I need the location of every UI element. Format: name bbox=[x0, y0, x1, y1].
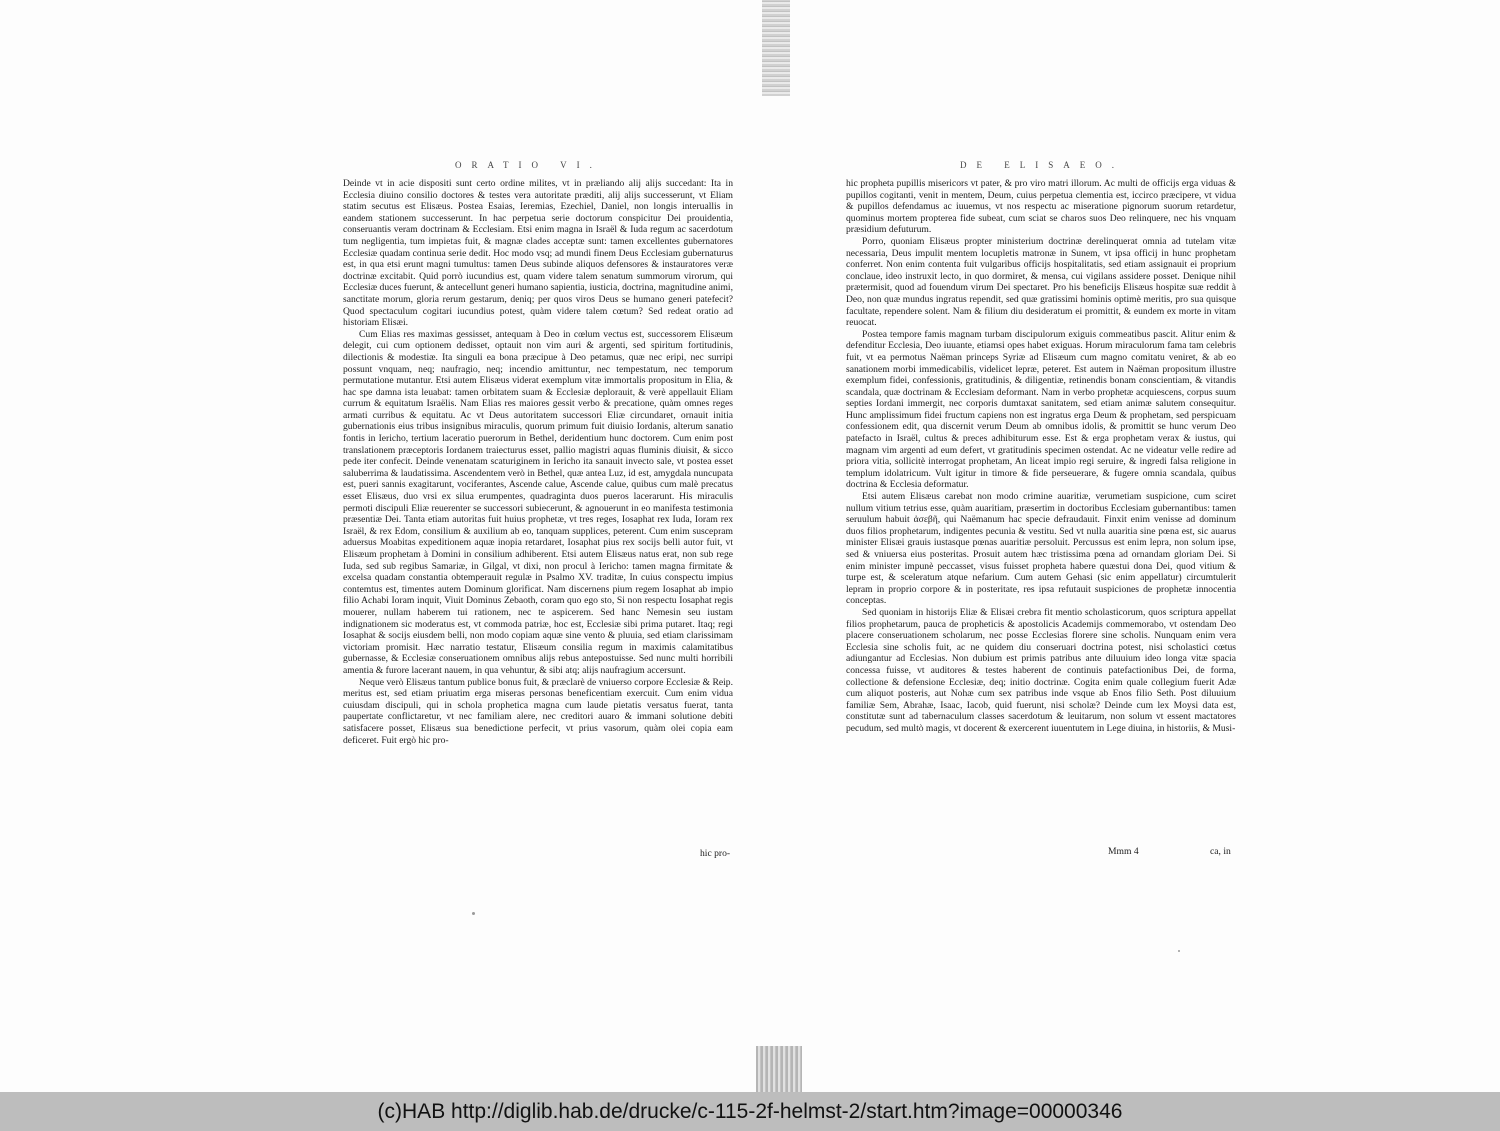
paragraph: Neque verò Elisæus tantum publice bonus fuit, & præclarè de vniuerso corpore Ecclesiæ & Reip. meritus est, sed etiam priuatim erga miseras personas beneficentiam exercuit. Cum enim vidua cuiusdam discipuli, qui in schola prophetica magna cum laude pietatis versatus fuerat, tanta paupertate conflictaretur, vt nec familiam alere, nec creditori auaro & immani solutione debiti satisfacere posset, Elisæus sua benedictione perfecit, vt prius vasorum, quàm olei copia eam deficeret. Fuit ergò hic pro- bbox=[343, 676, 733, 746]
scan-speck bbox=[472, 912, 475, 915]
paragraph: Postea tempore famis magnam turbam discipulorum exiguis commeatibus pascit. Alitur enim & defenditur Ecclesia, Deo iuuante, etiamsi opes habet exiguas. Horum miraculorum fama tam celebris fuit, vt ea permotus Naëman princeps Syriæ ad Elisæum cum magno comitatu veniret, & ab eo sanationem morbi immedicabilis, videlicet lepræ, peteret. Est autem in Naëman propositum illustre exemplum fidei, confessionis, gratitudinis, & diligentiæ, retinendis bonam conscientiam, & vitandis scandala, quæ doctrinam & Ecclesiam deformant. Nam in verbo prophetæ acquiescens, corpus suum septies Iordani immergit, nec corporis dumtaxat sanitatem, sed etiam animæ salutem consequitur. Hunc amplissimum fidei fructum capiens non est ingratus erga Deum & prophetam, sed perspicuam confessionem edit, qua discernit verum Deum ab omnibus idolis, & promittit se hunc verum Deo patefacto in Israël, cultus & preces adhibiturum esse. Est & erga prophetam verax & iustus, qui magnam vim argenti ad eum defert, vt gratitudinis specimen ostendat. Ac ne videatur velle redire ad priora vitia, sollicitè interrogat prophetam, An liceat impio regi seruire, & ingredi falsa religione in templum idolatricum. Vult igitur in timore & fide perseuerare, & fugere omnia scandala, quibus doctrina & Ecclesia deformatur. bbox=[846, 328, 1236, 491]
left-page-text bbox=[343, 178, 733, 746]
gutter-binding-bottom bbox=[756, 1046, 802, 1092]
gutter-binding-top bbox=[762, 0, 790, 96]
paragraph: Sed quoniam in historijs Eliæ & Elisæi crebra fit mentio scholasticorum, quos scriptura appellat filios prophetarum, pauca de propheticis & apostolicis Academijs commemorabo, vt ostendam Deo placere conseruationem scholarum, nec posse Ecclesias florere sine scholis. Nunquam enim vera Ecclesia sine scholis fuit, ac ne quidem diu conseruari doctrina potest, nisi scholastici cœtus adiungantur ad Ecclesias. Non dubium est primis patribus ante diluuium ideo longa vitæ spacia concessa fuisse, vt auditores & testes haberent de continuis patefactionibus Dei, de forma, collectione & defensione Ecclesiæ, deq; initio doctrinæ. Cogita enim quale collegium fuerit Adæ cum aliquot posteris, aut Nohæ cum sex patribus inde vsque ab Enos filio Seth. Post diluuium familiæ Sem, Abrahæ, Isaac, Iacob, quid fuerunt, nisi scholæ? Deinde cum lex Moysi data est, constitutæ sunt ad tabernaculum classes sacerdotum & leuitarum, non solum vt essent mactatores pecudum, sed multò magis, vt docerent & exercerent iuuentutem in Lege diuina, in historiis, & Musi- bbox=[846, 606, 1236, 734]
running-head-right: DE ELISAEO. bbox=[960, 160, 1124, 170]
right-page-text bbox=[846, 178, 1236, 735]
paragraph: Etsi autem Elisæus carebat non modo crimine auaritiæ, verumetiam suspicione, cum sciret nullum vitium tetrius esse, quàm auaritiam, præsertim in doctoribus Ecclesiam gubernantibus: tamen seruulum habuit ἀσεβῆ, qui Naëmanum hac specie defraudauit. Finxit enim venisse ad dominum duos filios prophetarum, indigentes pecunia & vestitu. Sed vt nulla auaritia sine pœna est, sic auarus minister Elisæi grauis iustasque pœnas auaritiæ persoluit. Percussus est enim lepra, non solum ipse, sed & vniuersa eius posteritas. Prosuit autem hæc tristissima pœna ad ornandam gloriam Dei. Si enim minister impunè peccasset, visus fuisset propheta habere quæstui dona Dei, quod vitium & turpe est, & sceleratum atque nefarium. Cum autem Gehasi (sic enim appellatur) circumtulerit lepram in proprio corpore & in posteritate, res ipsa refutauit suspiciones de prophetæ innocentia conceptas. bbox=[846, 491, 1236, 607]
attribution-text: (c)HAB http://diglib.hab.de/drucke/c-115-2f-helmst-2/start.htm?image=00000346 bbox=[377, 1099, 1123, 1123]
catchword-left: hic pro- bbox=[700, 848, 731, 859]
signature-mark: Mmm 4 bbox=[1108, 846, 1139, 857]
running-head-left: ORATIO VI. bbox=[455, 160, 602, 170]
attribution-footer bbox=[0, 1092, 1500, 1131]
paragraph: Deinde vt in acie dispositi sunt certo ordine milites, vt in præliando alij alijs succedant: Ita in Ecclesia diuino consilio doctores & testes vera autoritate præditi, alij alijs successerunt, vt Eliam statim secutus est Elisæus. Postea Esaias, Ieremias, Ezechiel, Daniel, non longis interuallis in eandem stationem successerunt. In hac perpetua serie doctorum conspicitur Dei prouidentia, conseruantis veram doctrinam & Ecclesiam. Etsi enim magna in Israël & Iuda regum ac sacerdotum tum negligentia, tum impietas fuit, & magnæ clades acceptæ sunt: tamen excellentes gubernatores Ecclesiæ quadam continua serie dedit. Hoc modo vsq; ad mundi finem Deus Ecclesiam gubernaturus est, in qua etsi erunt magni tumultus: tamen Deus subinde aliquos defensores & instauratores veræ doctrinæ excitabit. Quid porrò iucundius est, quam videre talem senatum summorum virorum, qui Ecclesiæ duces fuerunt, & antecellunt generi humano sapientia, iusticia, doctrina, magnitudine animi, sanctitate morum, gloria rerum gestarum, deniq; per quos viros Deus se humano generi patefecit? Quod spectaculum cogitari iucundius potest, quàm videre talem cœtum? Sed redeat oratio ad historiam Elisæi. bbox=[343, 178, 733, 329]
paragraph: Cum Elias res maximas gessisset, antequam à Deo in cœlum vectus est, successorem Elisæum delegit, cui cum optionem dedisset, optauit non vim auri & argenti, sed spiritum fortitudinis, dilectionis & modestiæ. Ita singuli ea bona præcipue à Deo petamus, quæ nec eripi, nec surripi possunt vnquam, neq; naufragio, neq; incendio amittuntur, nec tempestatum, nec temporum permutatione mutantur. Etsi autem Elisæus viderat exemplum vitæ immortalis propositum in Elia, & hac spe damna ista leuabat: tamen orbitatem suam & Ecclesiæ deplorauit, & verè appellauit Eliam currum & equitatum Israëlis. Nam Elias res maiores gessit verbo & precatione, quàm omnes reges armati curribus & equitatu. Ac vt Deus autoritatem successori Eliæ circundaret, ornauit initia gubernationis eius tribus insignibus miraculis, quorum primum fuit diuisio Iordanis, alterum sanatio fontis in Iericho, tertium laceratio puerorum in Bethel, deridentium hunc doctorem. Cum enim post translationem præceptoris Iordanem traiecturus esset, pallio magistri aquas fluminis diuisit, & sicco pede iter confecit. Deinde venenatam scaturiginem in Iericho ita sanauit invecto sale, vt postea esset saluberrima & laudatissima. Ascendentem verò in Bethel, quæ antea Luz, id est, amygdala nuncupata est, pueri sannis exagitarunt, vociferantes, Ascende calue, Ascende calue, quibus cum malè precatus esset Elisæus, duo vrsi ex silua erumpentes, quadraginta duos pueros lacerarunt. His miraculis permoti discipuli Eliæ reuerenter se successori subiecerunt, & agnouerunt in eo manifesta testimonia præsentiæ Dei. Tanta etiam autoritas fuit huius prophetæ, vt tres reges, Iosaphat rex Iuda, Ioram rex Israël, & rex Edom, consilium & auxilium ab eo, tanquam supplices, peterent. Cum enim suscepram aduersus Moabitas expeditionem aquæ inopia retardaret, Iosaphat pius rex socijs belli autor fuit, vt Elisæum prophetam à Domini in consilium adhiberent. Etsi autem Elisæus natus erat, non sub rege Iuda, sed sub regibus Samariæ, in Gilgal, vt dixi, non procul à Iericho: tamen magna firmitate & excelsa quadam constantia obtemperauit regulæ in Psalmo XV. traditæ, In cuius conspectu impius contemtus est, timentes autem Dominum glorificat. Nam discernens pium regem Iosaphat ab impio filio Achabi Ioram inquit, Viuit Dominus Zebaoth, coram quo ego sto, Si non respectu Iosaphat regis mouerer, nullam haberem tui rationem, nec te aspicerem. Sed hanc Nemesin seu iustam indignationem sic moderatus est, vt commoda patriæ, hoc est, Ecclesiæ sibi prima putaret. Itaq; regi Iosaphat & socijs eiusdem belli, non modo copiam aquæ sine vento & pluuia, sed etiam clarissimam victoriam promisit. Hæc narratio testatur, Elisæum consilia regum in maximis calamitatibus gubernasse, & Ecclesiæ conseruationem omnibus alijs rebus antepostuisse. Sed nunc multi horribili amentia & furore lacerant nauem, in qua vehuntur, & sibi atq; alijs naufragium accersunt. bbox=[343, 328, 733, 676]
scan-speck bbox=[1178, 950, 1180, 952]
catchword-right: ca, in bbox=[1210, 846, 1231, 857]
paragraph: hic propheta pupillis misericors vt pater, & pro viro matri illorum. Ac multi de officijs erga viduas & pupillos cogitanti, venit in mentem, Deum, cuius perpetua clementia est, iccirco præcipere, vt vidua & pupillos defendamus ac iuuemus, vt nos respectu ac miseratione pignorum suorum retardetur, quominus mortem propterea fide subeat, cum sciat se charos suos Deo relinquere, nec his vnquam præsidium defuturum. bbox=[846, 178, 1236, 236]
paragraph: Porro, quoniam Elisæus propter ministerium doctrinæ derelinquerat omnia ad tutelam vitæ necessaria, Deus impulit mentem locupletis matronæ in Sunem, vt ipsa officij in hunc prophetam conferret. Non enim contenta fuit vulgaribus officijs hospitalitatis, sed etiam assignauit ei proprium conclaue, ideo instruxit lecto, in quo dormiret, & mensa, cui vigilans assidere posset. Denique nihil prætermisit, quod ad fouendum virum Dei spectaret. Pro his beneficijs Elisæus hospitæ suæ reddit à Deo, non quæ mundus ingratus rependit, sed quæ gratissimi hominis optimè meritis, pro sua quisque facultate, rependere solent. Nam & filium diu desideratum ei promittit, & eundem ex morte in vitam reuocat. bbox=[846, 235, 1236, 329]
